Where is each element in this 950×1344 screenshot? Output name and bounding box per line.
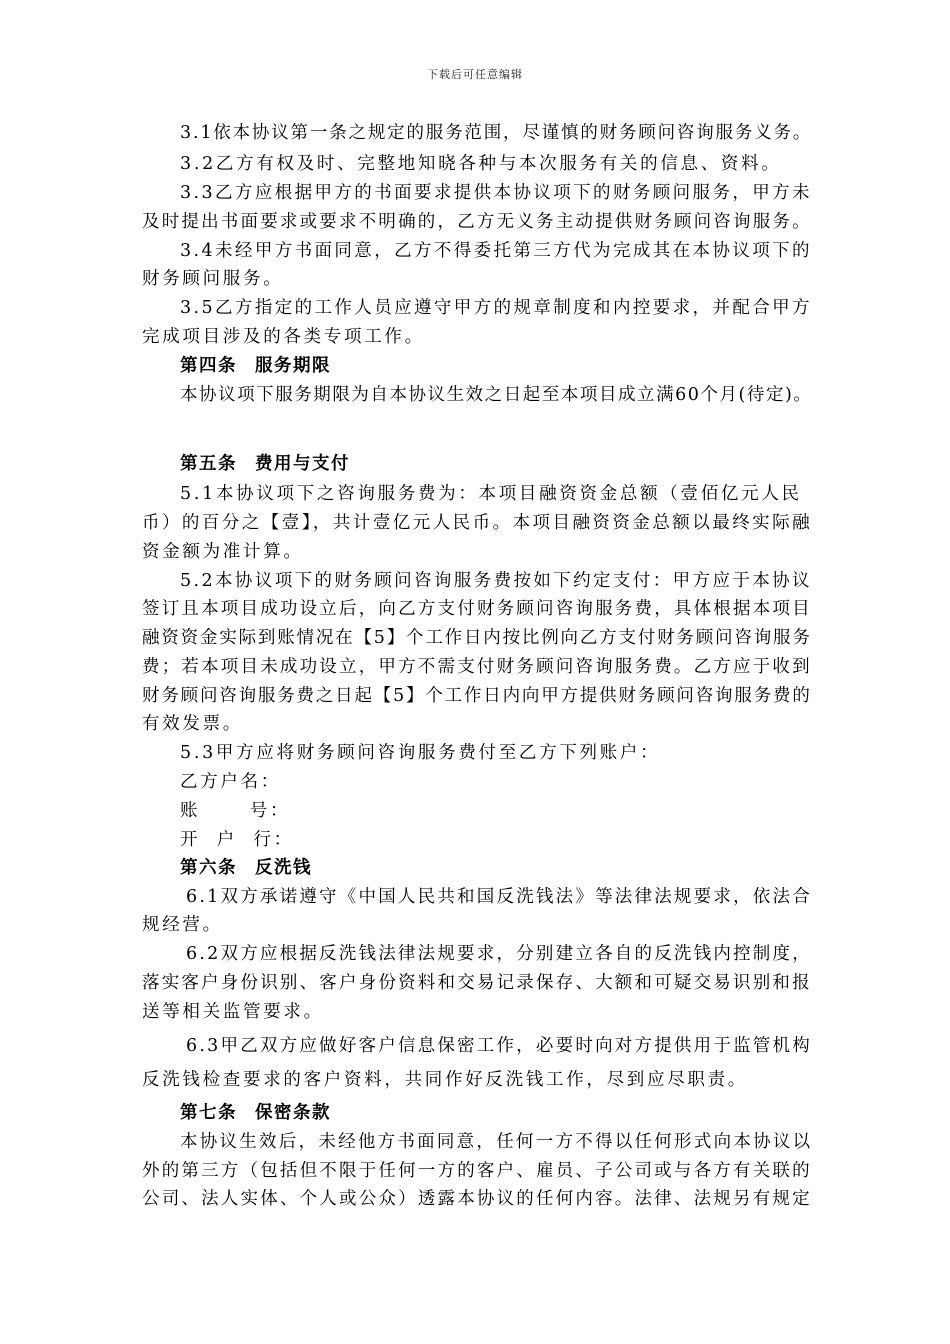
clause-5-2-line4: 费；若本项目未成功设立，甲方不需支付财务顾问咨询服务费。乙方应于收到 — [142, 657, 812, 677]
clause-5-1-line2: 币）的百分之【壹】，共计壹亿元人民币。本项目融资资金总额以最终实际融 — [142, 513, 813, 533]
article-7-title: 保密条款 — [255, 1103, 331, 1123]
clause-5-2-line6: 有效发票。 — [142, 714, 243, 734]
clause-5-2-line5: 财务顾问咨询服务费之日起【5】个工作日内向甲方提供财务顾问咨询服务费的 — [142, 686, 812, 706]
clause-3-2: 3.2乙方有权及时、完整地知晓各种与本次服务有关的信息、资料。 — [180, 154, 782, 174]
clause-6-1-line2: 规经营。 — [142, 915, 223, 935]
clause-5-2-line1: 5.2本协议项下的财务顾问咨询服务费按如下约定支付：甲方应于本协议 — [180, 571, 812, 591]
clause-5-1-line1: 5.1本协议项下之咨询服务费为：本项目融资资金总额（壹佰亿元人民 — [180, 484, 802, 504]
article-5-number: 第五条 — [180, 454, 237, 474]
clause-5-1-line3: 资金额为准计算。 — [142, 542, 304, 562]
clause-6-2-line2: 落实客户身份识别、客户身份资料和交易记录保存、大额和可疑交易识别和报 — [142, 973, 812, 993]
article-7-line3: 公司、法人实体、个人或公众）透露本协议的任何内容。法律、法规另有规定 — [142, 1189, 812, 1209]
article-7-line1: 本协议生效后，未经他方书面同意，任何一方不得以任何形式向本协议以 — [180, 1132, 813, 1152]
clause-3-1: 3.1依本协议第一条之规定的服务范围，尽谨慎的财务顾问咨询服务义务。 — [180, 123, 813, 143]
clause-3-4-line2: 财务顾问服务。 — [142, 269, 284, 289]
clause-5-2-line2: 签订且本项目成功设立后，向乙方支付财务顾问咨询服务费，具体根据本项目 — [142, 599, 812, 619]
clause-3-3-line2: 及时提出书面要求或要求不明确的，乙方无义务主动提供财务顾问咨询服务。 — [142, 212, 812, 232]
article-5-title: 费用与支付 — [255, 454, 350, 474]
clause-6-3-line2: 反洗钱检查要求的客户资料，共同作好反洗钱工作，尽到应尽职责。 — [142, 1070, 748, 1090]
article-6-title: 反洗钱 — [255, 858, 312, 878]
article-4-number: 第四条 — [180, 356, 237, 376]
article-7-number: 第七条 — [180, 1103, 237, 1123]
article-5-heading — [180, 453, 350, 475]
clause-6-2-line3: 送等相关监管要求。 — [142, 1002, 324, 1022]
bank-label: 开 户 行： — [180, 830, 294, 850]
article-7-line2: 外的第三方（包括但不限于任何一方的客户、雇员、子公司或与各方有关联的 — [142, 1161, 812, 1181]
payee-name-label: 乙方户名： — [180, 772, 281, 792]
article-7-heading — [180, 1102, 331, 1124]
article-4-heading — [180, 355, 331, 377]
article-6-number: 第六条 — [180, 858, 237, 878]
article-4-body: 本协议项下服务期限为自本协议生效之日起至本项目成立满60个月(待定)。 — [180, 385, 813, 405]
account-number-label: 账 号： — [180, 801, 291, 821]
clause-5-3: 5.3甲方应将财务顾问咨询服务费付至乙方下列账户： — [180, 743, 661, 763]
article-4-title: 服务期限 — [255, 356, 331, 376]
page-header-note: 下载后可任意编辑 — [427, 68, 523, 81]
clause-6-2-line1: 6.2双方应根据反洗钱法律法规要求，分别建立各自的反洗钱内控制度， — [186, 944, 812, 964]
clause-6-3-line1: 6.3甲乙双方应做好客户信息保密工作，必要时向对方提供用于监管机构 — [186, 1036, 812, 1056]
clause-6-1-line1: 6.1双方承诺遵守《中国人民共和国反洗钱法》等法律法规要求，依法合 — [186, 887, 812, 907]
clause-3-5-line1: 3.5乙方指定的工作人员应遵守甲方的规章制度和内控要求，并配合甲方 — [180, 298, 812, 318]
clause-3-5-line2: 完成项目涉及的各类专项工作。 — [142, 327, 425, 347]
article-6-heading — [180, 857, 312, 879]
clause-3-3-line1: 3.3乙方应根据甲方的书面要求提供本协议项下的财务顾问服务，甲方未 — [180, 183, 812, 203]
clause-5-2-line3: 融资资金实际到账情况在【5】个工作日内按比例向乙方支付财务顾问咨询服务 — [142, 628, 812, 648]
clause-3-4-line1: 3.4未经甲方书面同意，乙方不得委托第三方代为完成其在本协议项下的 — [180, 241, 812, 261]
